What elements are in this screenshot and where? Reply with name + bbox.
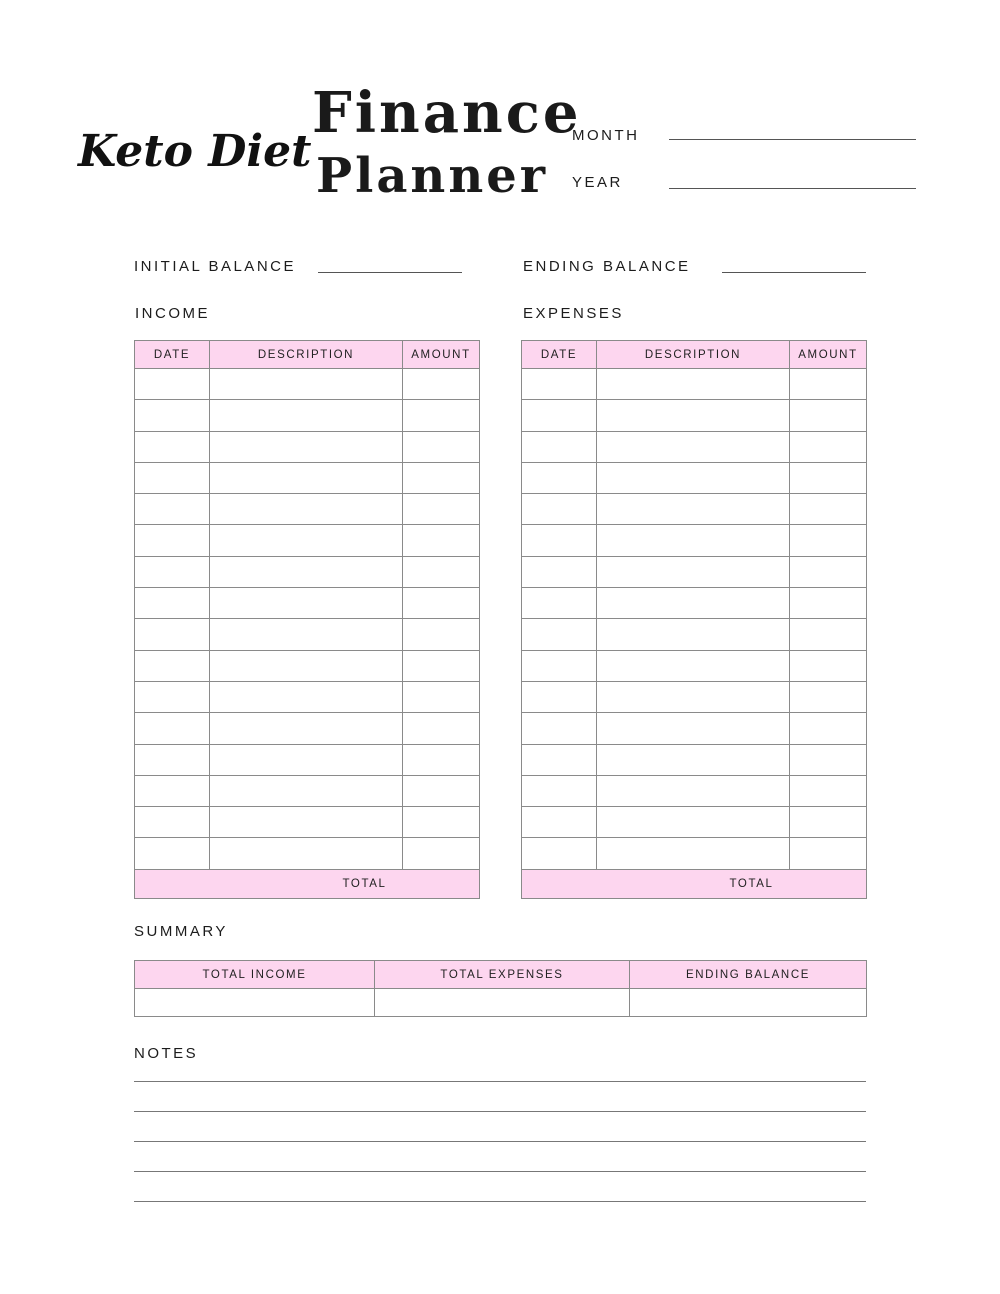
expenses-description-cell[interactable] <box>597 619 790 650</box>
income-amount-cell[interactable] <box>403 556 480 587</box>
summary-col-ending-balance: ENDING BALANCE <box>630 961 867 989</box>
expenses-total <box>522 869 867 898</box>
income-date-cell[interactable] <box>135 713 210 744</box>
expenses-amount-cell[interactable] <box>790 681 867 712</box>
income-date-cell[interactable] <box>135 431 210 462</box>
note-line[interactable] <box>134 1111 866 1112</box>
note-line[interactable] <box>134 1141 866 1142</box>
table-row <box>522 462 867 493</box>
expenses-description-cell[interactable] <box>597 462 790 493</box>
expenses-amount-cell[interactable] <box>790 556 867 587</box>
table-row <box>135 556 480 587</box>
expenses-date-cell[interactable] <box>522 775 597 806</box>
expenses-amount-cell[interactable] <box>790 775 867 806</box>
income-description-cell[interactable] <box>210 744 403 775</box>
income-date-cell[interactable] <box>135 588 210 619</box>
income-description-cell[interactable] <box>210 400 403 431</box>
table-row <box>522 431 867 462</box>
expenses-description-cell[interactable] <box>597 525 790 556</box>
income-date-cell[interactable] <box>135 681 210 712</box>
income-amount-cell[interactable] <box>403 713 480 744</box>
income-description-cell[interactable] <box>210 619 403 650</box>
table-row <box>522 775 867 806</box>
income-date-cell[interactable] <box>135 807 210 838</box>
income-amount-cell[interactable] <box>403 369 480 400</box>
expenses-description-cell[interactable] <box>597 775 790 806</box>
initial-balance-label: INITIAL BALANCE <box>134 258 296 275</box>
expenses-description-cell[interactable] <box>597 556 790 587</box>
expenses-date-cell[interactable] <box>522 744 597 775</box>
table-row <box>522 807 867 838</box>
expenses-date-cell[interactable] <box>522 838 597 869</box>
notes-title: NOTES <box>134 1045 199 1062</box>
income-amount-cell[interactable] <box>403 807 480 838</box>
expenses-date-cell[interactable] <box>522 650 597 681</box>
expenses-description-cell[interactable] <box>597 494 790 525</box>
income-date-cell[interactable] <box>135 556 210 587</box>
summary-title: SUMMARY <box>134 923 228 940</box>
income-table <box>134 340 480 899</box>
income-date-cell[interactable] <box>135 775 210 806</box>
expenses-date-cell[interactable] <box>522 462 597 493</box>
table-row <box>135 681 480 712</box>
expenses-date-cell[interactable] <box>522 807 597 838</box>
table-row <box>135 588 480 619</box>
expenses-date-cell[interactable] <box>522 400 597 431</box>
expenses-amount-cell[interactable] <box>790 650 867 681</box>
note-line[interactable] <box>134 1171 866 1172</box>
summary-ending-balance-cell[interactable] <box>630 989 867 1017</box>
income-amount-cell[interactable] <box>403 744 480 775</box>
income-total <box>135 869 480 898</box>
expenses-description-cell[interactable] <box>597 744 790 775</box>
income-amount-cell[interactable] <box>403 838 480 869</box>
income-date-cell[interactable] <box>135 619 210 650</box>
income-amount-cell[interactable] <box>403 400 480 431</box>
month-field-line[interactable] <box>669 139 916 140</box>
income-description-cell[interactable] <box>210 713 403 744</box>
expenses-date-cell[interactable] <box>522 619 597 650</box>
income-amount-cell[interactable] <box>403 494 480 525</box>
table-row <box>522 588 867 619</box>
table-row <box>135 400 480 431</box>
expenses-date-cell[interactable] <box>522 556 597 587</box>
income-col-description: DESCRIPTION <box>210 341 403 369</box>
table-row <box>522 681 867 712</box>
expenses-amount-cell[interactable] <box>790 494 867 525</box>
table-row <box>135 807 480 838</box>
income-description-cell[interactable] <box>210 775 403 806</box>
table-row <box>522 650 867 681</box>
table-row <box>522 400 867 431</box>
expenses-description-cell[interactable] <box>597 400 790 431</box>
expenses-description-cell[interactable] <box>597 650 790 681</box>
expenses-col-date: DATE <box>522 341 597 369</box>
ending-balance-line[interactable] <box>722 272 866 273</box>
table-row <box>135 713 480 744</box>
income-description-cell[interactable] <box>210 462 403 493</box>
expenses-description-cell[interactable] <box>597 369 790 400</box>
income-description-cell[interactable] <box>210 681 403 712</box>
income-amount-cell[interactable] <box>403 681 480 712</box>
table-row <box>522 369 867 400</box>
table-row <box>522 619 867 650</box>
note-line[interactable] <box>134 1081 866 1082</box>
table-row <box>135 431 480 462</box>
expenses-title: EXPENSES <box>523 305 624 322</box>
expenses-amount-cell[interactable] <box>790 462 867 493</box>
expenses-date-cell[interactable] <box>522 681 597 712</box>
income-col-date: DATE <box>135 341 210 369</box>
table-row <box>135 462 480 493</box>
summary-col-total-expenses: TOTAL EXPENSES <box>375 961 630 989</box>
table-row <box>522 744 867 775</box>
month-label: MONTH <box>572 127 640 144</box>
income-amount-cell[interactable] <box>403 525 480 556</box>
expenses-description-cell[interactable] <box>597 588 790 619</box>
table-row <box>522 525 867 556</box>
summary-col-total-income: TOTAL INCOME <box>135 961 375 989</box>
expenses-col-amount: AMOUNT <box>790 341 867 369</box>
income-amount-cell[interactable] <box>403 650 480 681</box>
income-date-cell[interactable] <box>135 462 210 493</box>
income-title: INCOME <box>135 305 210 322</box>
income-date-cell[interactable] <box>135 525 210 556</box>
income-total-label: TOTAL <box>342 877 387 890</box>
summary-total-expenses-cell[interactable] <box>375 989 630 1017</box>
income-description-cell[interactable] <box>210 807 403 838</box>
expenses-amount-cell[interactable] <box>790 713 867 744</box>
summary-table <box>134 960 867 1017</box>
table-row <box>135 650 480 681</box>
income-amount-cell[interactable] <box>403 462 480 493</box>
ending-balance-label: ENDING BALANCE <box>523 258 691 275</box>
table-row <box>522 494 867 525</box>
expenses-amount-cell[interactable] <box>790 369 867 400</box>
expenses-amount-cell[interactable] <box>790 400 867 431</box>
expenses-total-label: TOTAL <box>729 877 774 890</box>
income-description-cell[interactable] <box>210 588 403 619</box>
table-row <box>522 556 867 587</box>
expenses-amount-cell[interactable] <box>790 807 867 838</box>
expenses-amount-cell[interactable] <box>790 744 867 775</box>
expenses-description-cell[interactable] <box>597 807 790 838</box>
income-description-cell[interactable] <box>210 556 403 587</box>
table-row <box>135 525 480 556</box>
expenses-amount-cell[interactable] <box>790 525 867 556</box>
income-amount-cell[interactable] <box>403 775 480 806</box>
year-label: YEAR <box>572 174 623 191</box>
table-row <box>135 775 480 806</box>
table-row <box>522 838 867 869</box>
expenses-description-cell[interactable] <box>597 431 790 462</box>
income-amount-cell[interactable] <box>403 619 480 650</box>
income-amount-cell[interactable] <box>403 588 480 619</box>
script-title: Keto Diet <box>78 126 312 177</box>
expenses-table <box>521 340 867 899</box>
table-row <box>135 494 480 525</box>
income-description-cell[interactable] <box>210 650 403 681</box>
expenses-amount-cell[interactable] <box>790 588 867 619</box>
title-line-1: Finance <box>312 80 582 146</box>
expenses-date-cell[interactable] <box>522 494 597 525</box>
income-description-cell[interactable] <box>210 838 403 869</box>
expenses-description-cell[interactable] <box>597 838 790 869</box>
expenses-amount-cell[interactable] <box>790 838 867 869</box>
table-row <box>135 369 480 400</box>
income-date-cell[interactable] <box>135 838 210 869</box>
income-date-cell[interactable] <box>135 369 210 400</box>
expenses-col-description: DESCRIPTION <box>597 341 790 369</box>
income-date-cell[interactable] <box>135 494 210 525</box>
expenses-date-cell[interactable] <box>522 525 597 556</box>
expenses-date-cell[interactable] <box>522 369 597 400</box>
expenses-date-cell[interactable] <box>522 713 597 744</box>
income-description-cell[interactable] <box>210 369 403 400</box>
summary-total-income-cell[interactable] <box>135 989 375 1017</box>
income-description-cell[interactable] <box>210 494 403 525</box>
initial-balance-line[interactable] <box>318 272 462 273</box>
expenses-amount-cell[interactable] <box>790 431 867 462</box>
income-description-cell[interactable] <box>210 525 403 556</box>
title-line-2: Planner <box>316 148 549 204</box>
table-row <box>522 713 867 744</box>
table-row <box>135 744 480 775</box>
expenses-date-cell[interactable] <box>522 588 597 619</box>
expenses-date-cell[interactable] <box>522 431 597 462</box>
expenses-description-cell[interactable] <box>597 713 790 744</box>
income-date-cell[interactable] <box>135 650 210 681</box>
income-col-amount: AMOUNT <box>403 341 480 369</box>
expenses-description-cell[interactable] <box>597 681 790 712</box>
table-row <box>135 619 480 650</box>
income-date-cell[interactable] <box>135 400 210 431</box>
expenses-amount-cell[interactable] <box>790 619 867 650</box>
note-line[interactable] <box>134 1201 866 1202</box>
year-field-line[interactable] <box>669 188 916 189</box>
income-date-cell[interactable] <box>135 744 210 775</box>
income-amount-cell[interactable] <box>403 431 480 462</box>
table-row <box>135 838 480 869</box>
income-description-cell[interactable] <box>210 431 403 462</box>
